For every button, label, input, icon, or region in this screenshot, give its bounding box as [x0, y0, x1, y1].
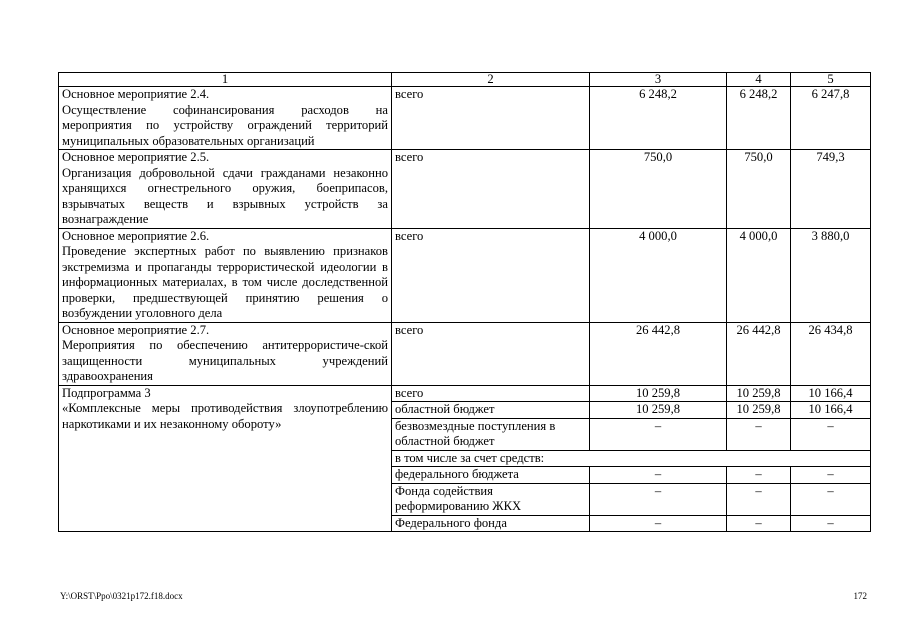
value-col-5: 10 166,4	[791, 385, 871, 402]
funding-source: федерального бюджета	[392, 467, 590, 484]
footer-file-path: Y:\ORST\Ppo\0321p172.f18.docx	[60, 591, 183, 601]
activity-description: Организация добровольной сдачи гражданами незаконно хранящихся огнестрельного оружия, боеприпасов, взрывчатых веществ и взрывных устройств за вознаграждение	[62, 165, 388, 226]
activity-cell	[59, 322, 392, 385]
value-col-3: 750,0	[590, 150, 727, 229]
subprogram-title: Подпрограмма 3	[62, 385, 151, 400]
value-col-5: 26 434,8	[791, 322, 871, 385]
value-col-4: 10 259,8	[727, 402, 791, 419]
activity-title: Основное мероприятие 2.4.	[62, 87, 210, 101]
funding-source: областной бюджет	[392, 402, 590, 419]
value-col-4: –	[727, 483, 791, 515]
value-col-5: –	[791, 418, 871, 450]
funding-source: всего	[392, 322, 590, 385]
value-col-3: 26 442,8	[590, 322, 727, 385]
value-col-5: 3 880,0	[791, 228, 871, 322]
value-col-5: 749,3	[791, 150, 871, 229]
value-col-4: 10 259,8	[727, 385, 791, 402]
value-col-4: 4 000,0	[727, 228, 791, 322]
funding-subheading: в том числе за счет средств:	[392, 450, 871, 467]
value-col-3: 10 259,8	[590, 385, 727, 402]
activity-description: Проведение экспертных работ по выявлению признаков экстремизма и пропаганды террористической идеологии в информационных материалах, в том числе доследственной проверки, предшествующей принятию решения о возбуждении уголовного дела	[62, 244, 388, 320]
activity-cell	[59, 87, 392, 150]
funding-source: всего	[392, 150, 590, 229]
value-col-5: –	[791, 467, 871, 484]
funding-source: всего	[392, 87, 590, 150]
value-col-4: 750,0	[727, 150, 791, 229]
activity-description: Осуществление софинансирования расходов на мероприятия по устройству ограждений территорий муниципальных образовательных организаций	[62, 102, 388, 148]
funding-source: Федерального фонда	[392, 515, 590, 532]
value-col-5: –	[791, 483, 871, 515]
subprogram-description: «Комплексные меры противодействия злоупотреблению наркотиками и их незаконному обороту»	[62, 401, 388, 431]
value-col-4: –	[727, 467, 791, 484]
header-col-5: 5	[791, 73, 871, 87]
value-col-3: –	[590, 483, 727, 515]
value-col-5: 10 166,4	[791, 402, 871, 419]
value-col-4: 26 442,8	[727, 322, 791, 385]
value-col-3: 10 259,8	[590, 402, 727, 419]
activity-title: Основное мероприятие 2.5.	[62, 150, 210, 164]
activity-cell	[59, 150, 392, 229]
header-col-4: 4	[727, 73, 791, 87]
value-col-3: –	[590, 515, 727, 532]
table-row	[59, 228, 871, 322]
table-row	[59, 150, 871, 229]
footer-page-number: 172	[853, 591, 867, 601]
funding-source: безвозмездные поступления в областной бюджет	[392, 418, 590, 450]
value-col-4: 6 248,2	[727, 87, 791, 150]
funding-source: Фонда содействия реформированию ЖКХ	[392, 483, 590, 515]
value-col-4: –	[727, 515, 791, 532]
table-header-row	[59, 73, 871, 87]
table-row	[59, 87, 871, 150]
funding-source: всего	[392, 385, 590, 402]
table-row	[59, 322, 871, 385]
value-col-5: –	[791, 515, 871, 532]
value-col-3: –	[590, 467, 727, 484]
value-col-3: –	[590, 418, 727, 450]
value-col-3: 6 248,2	[590, 87, 727, 150]
activity-title: Основное мероприятие 2.7.	[62, 322, 210, 337]
header-col-2: 2	[392, 73, 590, 87]
activity-description: Мероприятия по обеспечению антитеррористиче-ской защищенности муниципальных учреждений здравоохранения	[62, 338, 388, 383]
table-row	[59, 385, 871, 402]
value-col-5: 6 247,8	[791, 87, 871, 150]
activity-cell	[59, 228, 392, 322]
value-col-3: 4 000,0	[590, 228, 727, 322]
activity-title: Основное мероприятие 2.6.	[62, 228, 210, 243]
funding-source: всего	[392, 228, 590, 322]
header-col-3: 3	[590, 73, 727, 87]
budget-table	[58, 72, 871, 532]
value-col-4: –	[727, 418, 791, 450]
header-col-1: 1	[59, 73, 392, 87]
subprogram-cell	[59, 385, 392, 532]
